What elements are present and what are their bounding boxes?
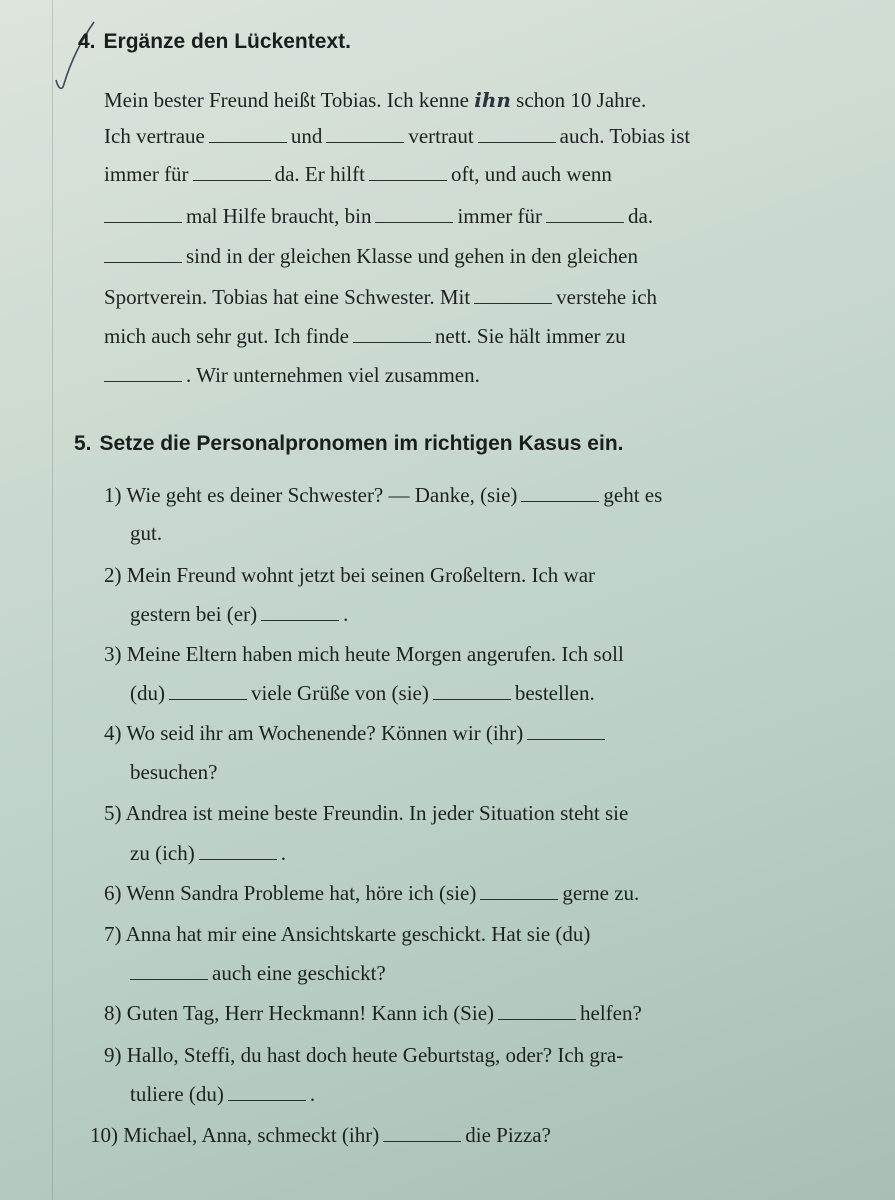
exercise-4-heading xyxy=(78,30,351,54)
answer-blank[interactable] xyxy=(130,978,208,980)
ex5-item-5-cont: zu (ich) . xyxy=(130,841,286,865)
ex4-line-2: Ich vertraue und vertraut auch. Tobias ist xyxy=(104,124,691,148)
answer-blank[interactable] xyxy=(104,261,182,263)
answer-blank[interactable] xyxy=(104,380,182,382)
ex5-item-7: 7) Anna hat mir eine Ansichtskarte geschickt. Hat sie (du) xyxy=(104,922,591,946)
ex5-item-2: 2) Mein Freund wohnt jetzt bei seinen Großeltern. Ich war xyxy=(104,563,596,587)
answer-blank[interactable] xyxy=(498,1018,576,1020)
answer-blank[interactable] xyxy=(383,1140,461,1142)
answer-blank[interactable] xyxy=(228,1099,306,1101)
ex4-line-7: mich auch sehr gut. Ich finde nett. Sie hält immer zu xyxy=(104,324,626,348)
answer-blank[interactable] xyxy=(527,738,605,740)
answer-blank[interactable] xyxy=(369,179,447,181)
exercise-4-number: 4. xyxy=(78,30,96,53)
ex5-item-10: 10) Michael, Anna, schmeckt (ihr) die Pizza? xyxy=(90,1123,551,1147)
ex4-line-1: Mein bester Freund heißt Tobias. Ich kenne ihn schon 10 Jahre. xyxy=(104,88,647,112)
answer-blank[interactable] xyxy=(480,898,558,900)
answer-blank[interactable] xyxy=(375,221,453,223)
ex5-item-6: 6) Wenn Sandra Probleme hat, höre ich (sie) gerne zu. xyxy=(104,881,640,905)
answer-blank[interactable] xyxy=(261,619,339,621)
exercise-5-heading xyxy=(74,432,623,456)
ex4-line-6: Sportverein. Tobias hat eine Schwester. Mit verstehe ich xyxy=(104,285,658,309)
ex5-item-3: 3) Meine Eltern haben mich heute Morgen angerufen. Ich soll xyxy=(104,642,624,666)
answer-blank[interactable] xyxy=(209,141,287,143)
answer-blank[interactable] xyxy=(433,698,511,700)
ex4-line-8: . Wir unternehmen viel zusammen. xyxy=(104,363,480,388)
page-margin-line xyxy=(52,0,53,1200)
ex4-line-4: mal Hilfe braucht, bin immer für da. xyxy=(104,204,653,229)
answer-blank[interactable] xyxy=(521,500,599,502)
exercise-5-title: Setze die Personalpronomen im richtigen Kasus ein. xyxy=(99,432,624,455)
handwritten-answer: ihn xyxy=(474,88,511,112)
answer-blank[interactable] xyxy=(326,141,404,143)
ex5-item-3-cont: (du) viele Grüße von (sie) bestellen. xyxy=(130,681,595,705)
answer-blank[interactable] xyxy=(193,179,271,181)
ex5-item-2-cont: gestern bei (er) . xyxy=(130,602,349,626)
answer-blank[interactable] xyxy=(478,141,556,143)
ex4-line-5: sind in der gleichen Klasse und gehen in den gleichen xyxy=(104,244,638,269)
answer-blank[interactable] xyxy=(353,341,431,343)
ex5-item-9-cont: tuliere (du) . xyxy=(130,1082,316,1106)
ex5-item-4-cont: besuchen? xyxy=(130,760,218,784)
exercise-5-number: 5. xyxy=(74,432,92,455)
answer-blank[interactable] xyxy=(104,221,182,223)
exercise-4-title: Ergänze den Lückentext. xyxy=(103,30,351,53)
answer-blank[interactable] xyxy=(169,698,247,700)
ex4-line-3: immer für da. Er hilft oft, und auch wenn xyxy=(104,162,612,186)
ex5-item-7-cont: auch eine geschickt? xyxy=(130,961,386,986)
ex5-item-4: 4) Wo seid ihr am Wochenende? Können wir (ihr) xyxy=(104,721,609,746)
answer-blank[interactable] xyxy=(199,858,277,860)
ex5-item-1-cont: gut. xyxy=(130,521,163,545)
ex5-item-1: 1) Wie geht es deiner Schwester? — Danke, (sie) geht es xyxy=(104,483,663,507)
ex5-item-8: 8) Guten Tag, Herr Heckmann! Kann ich (Sie) helfen? xyxy=(104,1001,642,1025)
ex5-item-9: 9) Hallo, Steffi, du hast doch heute Geburtstag, oder? Ich gra- xyxy=(104,1043,624,1067)
answer-blank[interactable] xyxy=(474,302,552,304)
answer-blank[interactable] xyxy=(546,221,624,223)
ex5-item-5: 5) Andrea ist meine beste Freundin. In jeder Situation steht sie xyxy=(104,801,629,825)
